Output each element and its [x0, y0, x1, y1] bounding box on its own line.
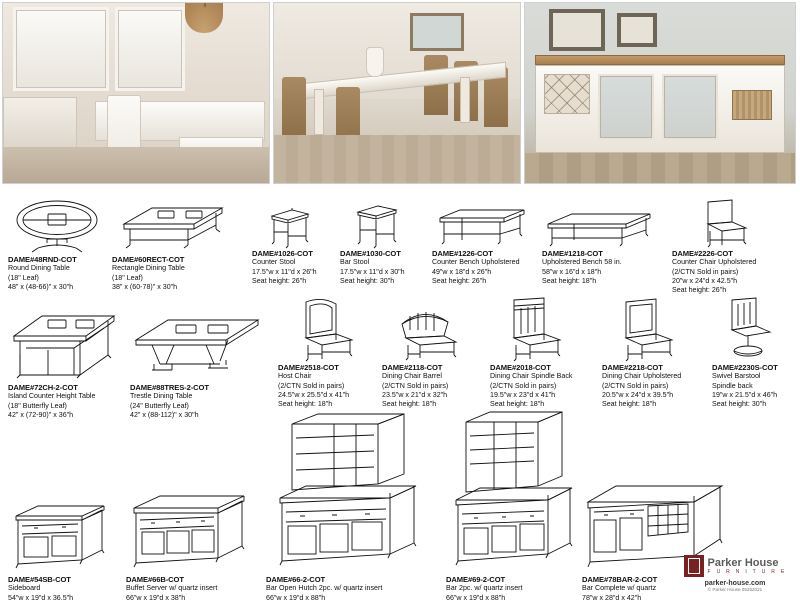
product-item — [252, 202, 336, 286]
counter-stool-icon — [252, 202, 336, 248]
product-desc-line: Buffet Server w/ quartz insert — [126, 584, 218, 593]
product-item — [266, 410, 434, 603]
parker-house-logo-icon — [684, 555, 704, 577]
product-desc-line: Round Dining Table — [8, 264, 70, 273]
product-desc-line: 42" x (72-90)" x 36"h — [8, 410, 74, 419]
product-item — [672, 198, 790, 295]
product-desc-line: 20"w x 24"d x 42.5"h — [672, 276, 738, 285]
product-desc-line: (18" Butterfly Leaf) — [8, 401, 67, 410]
dining-nook-photo — [2, 2, 270, 184]
product-desc-line: Seat height: 30"h — [340, 276, 395, 285]
product-code: DAME#2118-COT — [382, 363, 443, 372]
product-desc-line: Seat height: 18"h — [602, 399, 657, 408]
product-desc-line: Bar Stool — [340, 258, 370, 267]
product-desc-line: 54"w x 19"d x 36.5"h — [8, 593, 74, 602]
product-item — [8, 488, 112, 603]
product-desc-line: 38" x (60-78)" x 30"h — [112, 282, 178, 291]
product-desc-line: (24" Butterfly Leaf) — [130, 401, 189, 410]
product-desc-line: Seat height: 26"h — [432, 276, 487, 285]
product-desc-line: Rectangle Dining Table — [112, 264, 185, 273]
brand-subtitle: F U R N I T U R E — [707, 568, 787, 575]
product-desc-line: 19"w x 21.5"d x 46"h — [712, 390, 778, 399]
product-desc-line: (2/CTN Sold in pairs) — [602, 381, 669, 390]
product-desc-line: 23.5"w x 21"d x 32"h — [382, 390, 448, 399]
product-code: DAME#1226-COT — [432, 249, 493, 258]
product-desc-line: 58"w x 16"d x 18"h — [542, 267, 602, 276]
product-code: DAME#1026-COT — [252, 249, 313, 258]
product-item — [8, 306, 120, 420]
product-item — [278, 294, 374, 409]
product-desc-line: (18" Leaf) — [8, 273, 39, 282]
product-desc-line: Counter Bench Upholstered — [432, 258, 520, 267]
product-desc-line: 17.5"w x 11"d x 26"h — [252, 267, 317, 276]
product-code: DAME#2226-COT — [672, 249, 733, 258]
product-code: DAME#1030-COT — [340, 249, 401, 258]
buffet-hutch-photo — [524, 2, 796, 184]
product-desc-line: Counter Chair Upholstered — [672, 258, 757, 267]
counter-chair-icon — [672, 198, 790, 248]
product-code: DAME#66-2-COT — [266, 575, 326, 584]
product-desc-line: 17.5"w x 11"d x 30"h — [340, 267, 405, 276]
swivel-barstool-icon — [712, 294, 796, 362]
dining-chair-upholstered-icon — [602, 294, 706, 362]
product-item — [432, 202, 534, 286]
product-desc-line: Trestle Dining Table — [130, 392, 193, 401]
product-code: DAME#66B-COT — [126, 575, 184, 584]
product-code: DAME#60RECT-COT — [112, 255, 185, 264]
round-dining-table-icon — [8, 196, 106, 254]
product-item — [112, 196, 230, 292]
product-desc-line: 66"w x 19"d x 88"h — [446, 593, 506, 602]
product-item — [542, 202, 658, 286]
product-desc-line: 66"w x 19"d x 88"h — [266, 593, 326, 602]
product-desc-line: Bar Open Hutch 2pc. w/ quartz insert — [266, 584, 383, 593]
product-item — [602, 294, 706, 409]
product-item — [382, 306, 470, 409]
product-desc-line: (2/CTN Sold in pairs) — [490, 381, 557, 390]
website-url: parker-house.com — [704, 580, 766, 587]
product-code: DAME#88TRES-2-COT — [130, 383, 209, 392]
bar-two-piece-icon — [446, 410, 578, 574]
product-code: DAME#72CH-2-COT — [8, 383, 78, 392]
island-counter-table-icon — [8, 306, 120, 382]
bar-stool-icon — [340, 202, 424, 248]
product-desc-line: Sideboard — [8, 584, 41, 593]
buffet-server-icon — [126, 482, 254, 574]
product-desc-line: Spindle back — [712, 381, 753, 390]
product-desc-line: (18" Leaf) — [112, 273, 143, 282]
long-dining-table-photo — [273, 2, 521, 184]
counter-bench-icon — [432, 202, 534, 248]
sideboard-icon — [8, 488, 112, 574]
product-desc-line: 20.5"w x 24"d x 39.5"h — [602, 390, 674, 399]
product-desc-line: 48" x (48-66)" x 30"h — [8, 282, 74, 291]
photo-band — [2, 2, 798, 184]
product-desc-line: 78"w x 28"d x 42"h — [582, 593, 642, 602]
product-code: DAME#54SB-COT — [8, 575, 71, 584]
product-item — [446, 410, 578, 603]
product-desc-line: 24.5"w x 25.5"d x 41"h — [278, 390, 350, 399]
product-desc-line: Island Counter Height Table — [8, 392, 96, 401]
product-desc-line: Dining Chair Spindle Back — [490, 372, 573, 381]
upholstered-bench-icon — [542, 202, 658, 248]
product-item — [712, 294, 796, 409]
product-item — [8, 196, 106, 292]
product-desc-line: (2/CTN Sold in pairs) — [672, 267, 739, 276]
product-desc-line: Seat height: 18"h — [382, 399, 437, 408]
product-desc-line: Bar Complete w/ quartz — [582, 584, 657, 593]
brand-name: Parker House — [707, 556, 779, 569]
product-desc-line: Upholstered Bench 58 in. — [542, 258, 622, 267]
product-desc-line: 19.5"w x 23"d x 41"h — [490, 390, 556, 399]
product-desc-line: 42" x (88-112)" x 30"h — [130, 410, 199, 419]
bar-open-hutch-icon — [266, 410, 434, 574]
product-desc-line: Seat height: 18"h — [490, 399, 545, 408]
product-desc-line: Seat height: 18"h — [278, 399, 333, 408]
dining-chair-barrel-icon — [382, 306, 470, 362]
product-grid — [0, 188, 800, 611]
copyright-text: © Parker House 05252021 — [707, 587, 763, 592]
product-code: DAME#2518-COT — [278, 363, 339, 372]
product-code: DAME#2230S-COT — [712, 363, 778, 372]
product-desc-line: Dining Chair Barrel — [382, 372, 442, 381]
product-desc-line: Seat height: 26"h — [252, 276, 307, 285]
product-item — [126, 482, 254, 603]
product-code: DAME#69-2-COT — [446, 575, 506, 584]
product-item — [490, 294, 594, 409]
dining-chair-spindle-icon — [490, 294, 594, 362]
product-code: DAME#78BAR-2-COT — [582, 575, 658, 584]
product-desc-line: Host Chair — [278, 372, 312, 381]
product-code: DAME#2218-COT — [602, 363, 663, 372]
trestle-dining-table-icon — [130, 306, 264, 382]
product-desc-line: Seat height: 18"h — [542, 276, 597, 285]
host-chair-icon — [278, 294, 374, 362]
product-desc-line: 66"w x 19"d x 38"h — [126, 593, 186, 602]
product-desc-line: Swivel Barstool — [712, 372, 761, 381]
product-item — [340, 202, 424, 286]
product-code: DAME#1218-COT — [542, 249, 603, 258]
product-desc-line: 49"w x 18"d x 26"h — [432, 267, 492, 276]
product-desc-line: Seat height: 30"h — [712, 399, 767, 408]
product-desc-line: Bar 2pc. w/ quartz insert — [446, 584, 523, 593]
product-desc-line: Dining Chair Upholstered — [602, 372, 682, 381]
product-code: DAME#48RND-COT — [8, 255, 77, 264]
product-code: DAME#2018-COT — [490, 363, 551, 372]
product-item — [130, 306, 264, 420]
product-desc-line: (2/CTN Sold in pairs) — [382, 381, 449, 390]
product-desc-line: (2/CTN Sold in pairs) — [278, 381, 345, 390]
rectangle-dining-table-icon — [112, 196, 230, 254]
product-desc-line: Seat height: 26"h — [672, 285, 727, 294]
brand-logo-block — [676, 555, 794, 605]
product-desc-line: Counter Stool — [252, 258, 296, 267]
